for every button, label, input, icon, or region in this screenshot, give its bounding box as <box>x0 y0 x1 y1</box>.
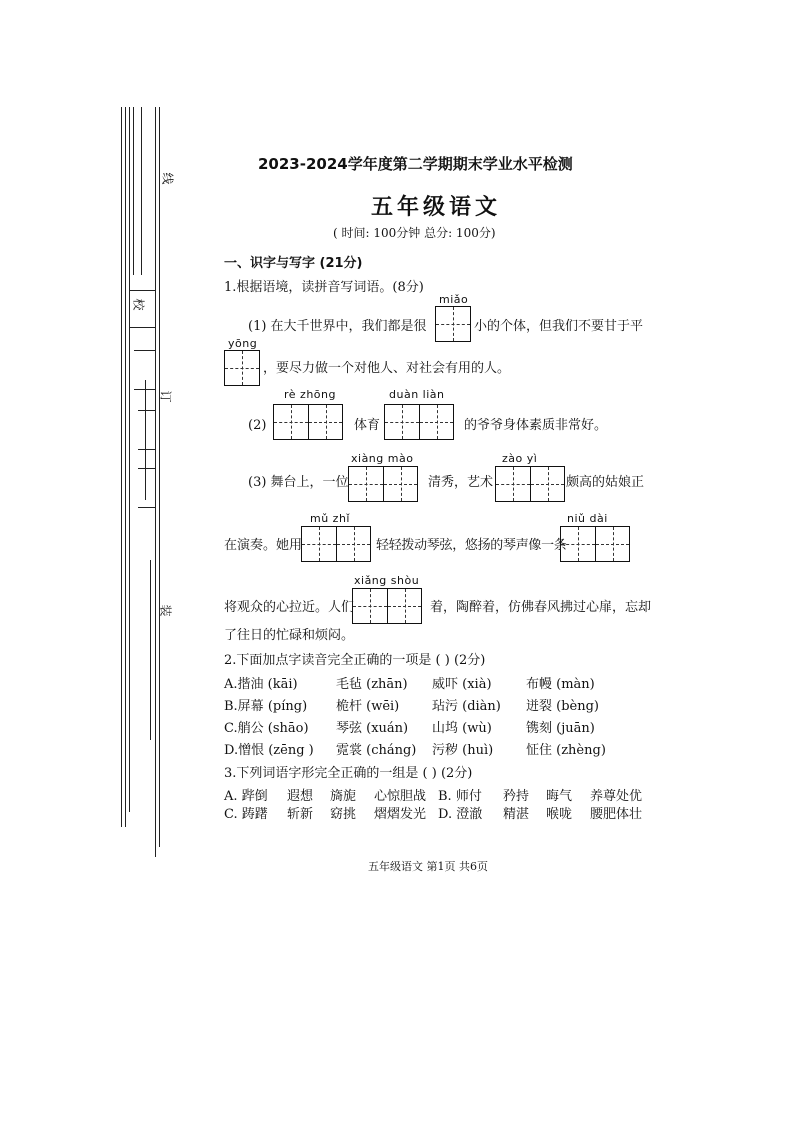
margin-label-line: 线 <box>160 172 175 185</box>
q1-item2-num: (2) <box>248 418 267 433</box>
answer-box-rezhong[interactable] <box>273 404 343 440</box>
q3-d-word2: 精湛 <box>503 807 530 822</box>
q3-a-word1: A. 跸倒 <box>224 789 268 804</box>
answer-box-xiangshou[interactable] <box>352 588 422 624</box>
q1-item1-mid: 小的个体，但我们不要甘于平 <box>474 319 644 334</box>
q1-item2-mid: 体育 <box>354 418 381 433</box>
answer-box-miao[interactable] <box>435 306 471 342</box>
q2-option-a4: 布幔 (màn) <box>526 677 595 692</box>
q3-c-word4: 熠熠发光 <box>374 807 427 822</box>
subject-title: 五年级语文 <box>371 194 502 220</box>
pinyin-muzhi: mǔ zhǐ <box>310 512 350 525</box>
exam-title: 2023-2024学年度第二学期期末学业水平检测 <box>258 155 573 173</box>
pinyin-zaoyi: zào yì <box>502 452 538 465</box>
q2-option-a3: 威吓 (xià) <box>432 677 492 692</box>
q3-c-word3: 窈挑 <box>330 807 357 822</box>
q2-option-d2: 霓裳 (cháng) <box>336 743 417 758</box>
q3-a-word3: 旖旎 <box>330 789 357 804</box>
q1-item3-mid2: 颇高的姑娘正 <box>566 475 645 490</box>
q1-item3-line2-mid: 轻轻拨动琴弦，悠扬的琴声像一条 <box>376 538 567 553</box>
margin-label-school: 校 <box>131 298 146 311</box>
pinyin-xiangmao: xiàng mào <box>351 452 414 465</box>
q1-item3-line2-pre: 在演奏。她用 <box>224 538 303 553</box>
answer-box-niudai[interactable] <box>560 526 630 562</box>
answer-box-muzhi[interactable] <box>301 526 371 562</box>
q2-option-d3: 污秽 (huì) <box>432 743 494 758</box>
q1-item3-mid1: 清秀，艺术 <box>428 475 494 490</box>
q3-c-word1: C. 踌躇 <box>224 807 268 822</box>
q1-item3-line3-pre: 将观众的心拉近。人们 <box>224 600 355 615</box>
q1-item3-line3-post: 着，陶醉着，仿佛春风拂过心扉，忘却 <box>430 600 652 615</box>
q3-b-word3: 晦气 <box>546 789 573 804</box>
answer-box-zaoyi[interactable] <box>495 466 565 502</box>
pinyin-xiangshou: xiǎng shòu <box>354 574 420 587</box>
q2-option-b2: 桅杆 (wēi) <box>336 699 400 714</box>
pinyin-miao: miǎo <box>439 293 469 306</box>
page-footer: 五年级语文 第1页 共6页 <box>368 860 488 873</box>
pinyin-duanlian: duàn liàn <box>389 388 445 401</box>
q2-option-c2: 琴弦 (xuán) <box>336 721 409 736</box>
q2-option-b4: 迸裂 (bèng) <box>526 699 599 714</box>
q1-item3-line4: 了往日的忙碌和烦闷。 <box>224 628 355 643</box>
q3-c-word2: 斩新 <box>287 807 314 822</box>
pinyin-niudai: niǔ dài <box>567 512 608 525</box>
margin-label-install: 装 <box>158 604 173 617</box>
q3-b-word1: B. 师付 <box>438 789 482 804</box>
q2-option-c3: 山坞 (wù) <box>432 721 492 736</box>
q3-b-word2: 矜持 <box>503 789 530 804</box>
q2-option-d4: 怔住 (zhèng) <box>526 743 606 758</box>
q2-option-d1: D.憎恨 (zēng ) <box>224 743 314 758</box>
q2-option-b1: B.屏幕 (píng) <box>224 699 308 714</box>
pinyin-yong: yōng <box>228 337 258 350</box>
q3-b-word4: 养尊处优 <box>590 789 643 804</box>
question-3-stem: 3.下列词语字形完全正确的一组是 ( ) (2分) <box>224 766 473 781</box>
margin-label-bind: 订 <box>158 390 173 403</box>
exam-meta: ( 时间: 100分钟 总分: 100分) <box>333 226 496 240</box>
q2-option-c1: C.艄公 (shāo) <box>224 721 309 736</box>
question-1-stem: 1.根据语境，读拼音写词语。(8分) <box>224 280 424 295</box>
q1-item2-post: 的爷爷身体素质非常好。 <box>464 418 608 433</box>
q2-option-a2: 毛毡 (zhān) <box>336 677 408 692</box>
pinyin-rezhong: rè zhōng <box>284 388 336 401</box>
q2-option-a1: A.揩油 (kāi) <box>224 677 298 692</box>
q3-a-word2: 遐想 <box>287 789 314 804</box>
q1-item1-pre: (1) 在大千世界中，我们都是很 <box>248 319 427 334</box>
answer-box-yong[interactable] <box>224 350 260 386</box>
q1-item1-post: ，要尽力做一个对他人、对社会有用的人。 <box>263 361 511 376</box>
section-heading: 一、识字与写字 (21分) <box>224 256 363 271</box>
question-2-stem: 2.下面加点字读音完全正确的一项是 ( ) (2分) <box>224 653 486 668</box>
q3-a-word4: 心惊胆战 <box>374 789 427 804</box>
q3-d-word4: 腰肥体壮 <box>590 807 643 822</box>
answer-box-duanlian[interactable] <box>384 404 454 440</box>
q3-d-word1: D. 澄澈 <box>438 807 483 822</box>
answer-box-xiangmao[interactable] <box>348 466 418 502</box>
q2-option-b3: 玷污 (diàn) <box>432 699 501 714</box>
q3-d-word3: 喉咙 <box>546 807 573 822</box>
q2-option-c4: 镌刻 (juān) <box>526 721 595 736</box>
q1-item3-pre: (3) 舞台上，一位 <box>248 475 349 490</box>
